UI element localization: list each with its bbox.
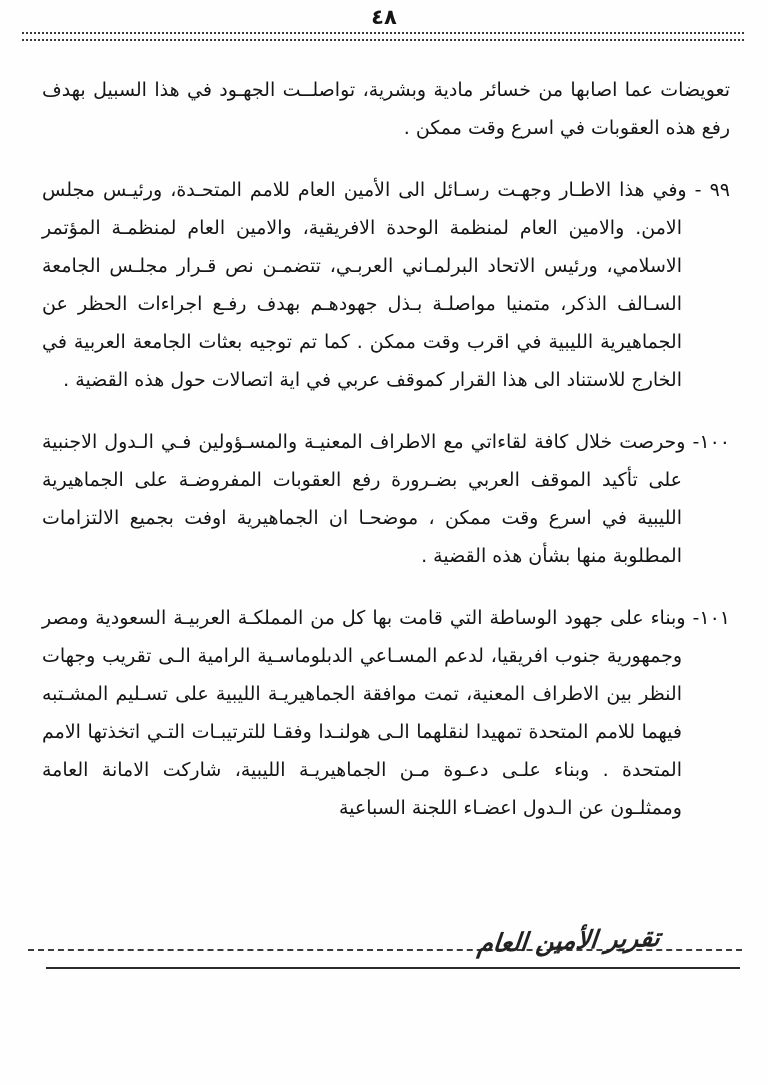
paragraph-number: ١٠١- [692,607,730,629]
page-number: ٤٨ [371,5,397,29]
paragraph-text: وفي هذا الاطـار وجهـت رسـائل الى الأمين العام للامم المتحـدة، ورئيـس مجلس الامن. والامين العام لمنظمة الوحدة الافريقية، والامين العام لمنظمـة المؤتمر الاسلامي، ورئيس الاتحاد البرلمـاني العربـي، تتضمـن نص قـرار مجلـس الجامعة السـالف الذكر، متمنيا مواصلـة بـذل جهودهـم بهدف رفـع اجراءات الحظر عن الجماهيرية الليبية في اقرب وقت ممكن . كما تم توجيه بعثات الجامعة العربية في الخارج للاستناد الى هذا القرار كموقف عربي في اية اتصالات حول هذه القضية . [42,179,687,391]
paragraph-text: وبناء على جهود الوساطة التي قامت بها كل من المملكـة العربيـة السعودية ومصر وجمهورية جنوب افريقيا، لدعم المسـاعي الدبلوماسـية الرامية الـى تقريب وجهات النظر بين الاطراف المعنية، تمت موافقة الجماهيريـة الليبية على تسـليم المشـتبه فيهما للامم المتحدة تمهيدا لنقلهما الـى هولنـدا وفقـا للترتيبـات التـي اتخذتها الامم المتحدة . وبناء علـى دعـوة مـن الجماهيريـة الليبية، شاركت الامانة العامة وممثلـون عن الـدول اعضـاء اللجنة السباعية [42,607,686,819]
paragraph-text: تعويضات عما اصابها من خسائر مادية وبشرية، تواصلــت الجهـود في هذا السبيل بهدف رفع هذه العقوبات في اسرع وقت ممكن . [42,79,730,139]
paragraph-number: ٩٩ - [694,179,730,201]
document-content [0,41,768,827]
handwritten-signature: تقرير الأمين العام [476,922,662,959]
footer-solid-divider [46,967,740,969]
paragraph [42,171,730,399]
top-divider [22,32,744,41]
paragraph [42,71,730,147]
paragraph [42,599,730,827]
paragraph-text: وحرصت خلال كافة لقاءاتي مع الاطراف المعنيـة والمسـؤولين فـي الـدول الاجنبية على تأكيد الموقف العربي بضـرورة رفع العقوبات المفروضـة على الجماهيرية الليبية في اسرع وقت ممكن ، موضحـا ان الجماهيرية اوفت بجميع الالتزامات المطلوبة منها بشأن هذه القضية . [42,431,686,567]
paragraph [42,423,730,575]
paragraph-number: ١٠٠- [692,431,730,453]
